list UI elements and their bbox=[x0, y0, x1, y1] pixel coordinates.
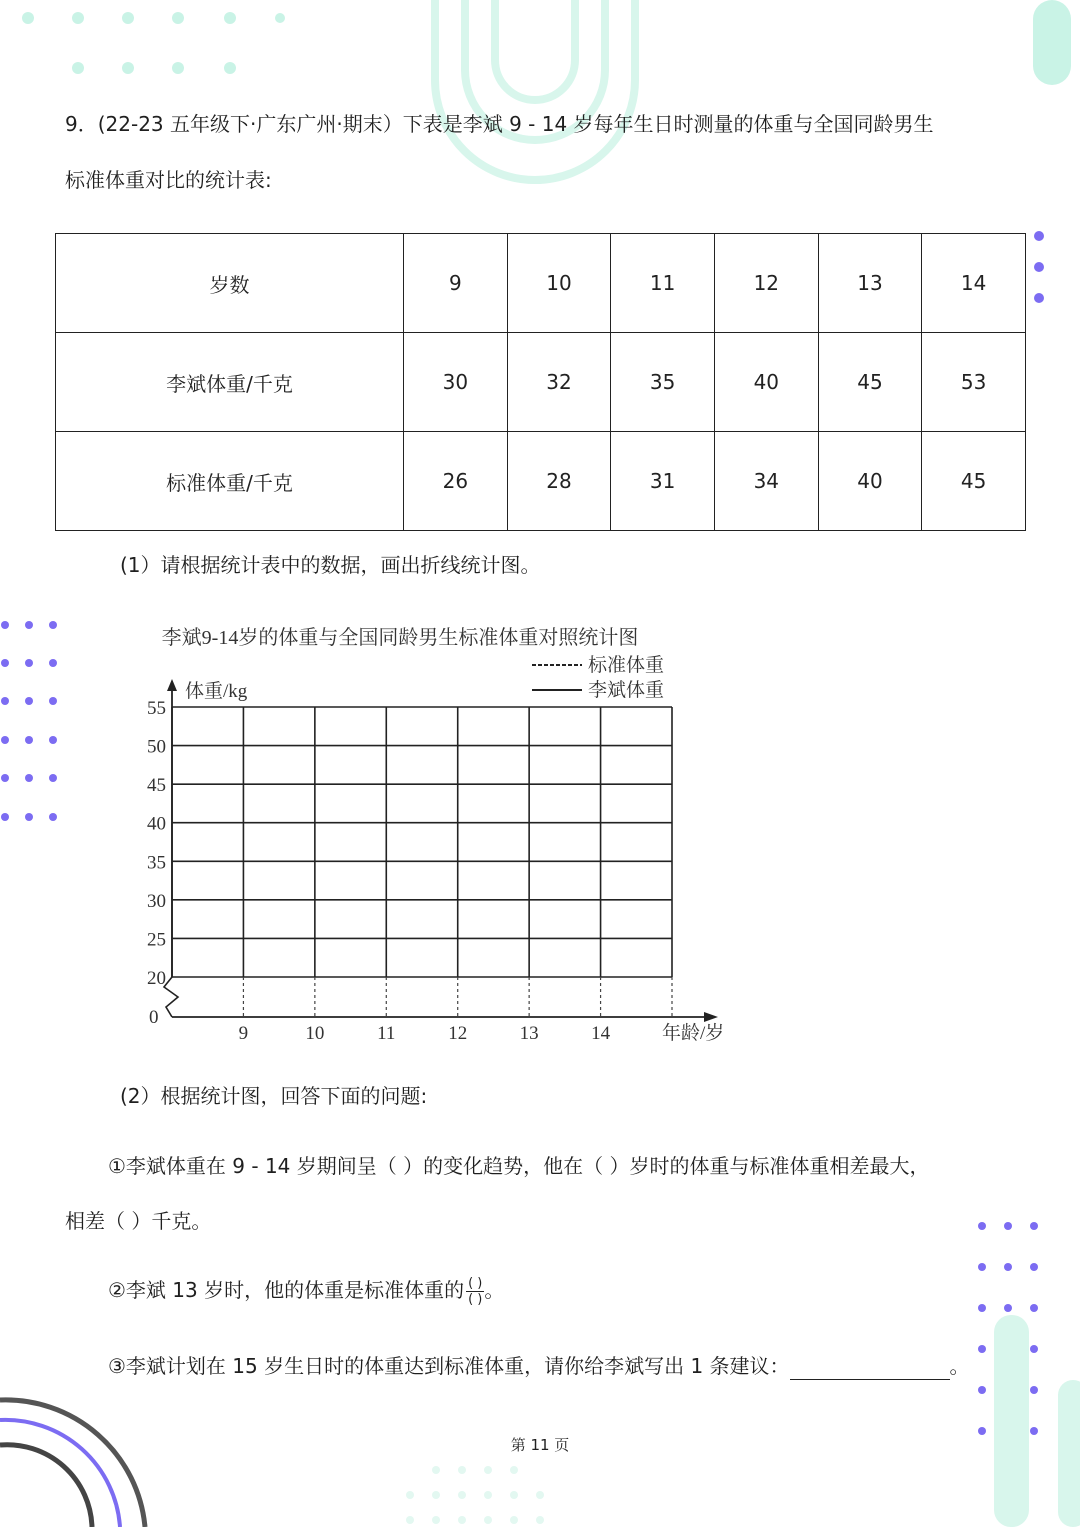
arc-decoration-bottom-left bbox=[0, 1400, 145, 1527]
x-tick-label: 12 bbox=[448, 1023, 468, 1044]
fraction-denominator: ( ) bbox=[468, 1292, 483, 1307]
table-header-cell: 12 bbox=[714, 234, 818, 333]
x-tick-label: 10 bbox=[305, 1023, 325, 1044]
table-header-cell: 14 bbox=[922, 234, 1026, 333]
y-tick-label: 20 bbox=[147, 968, 166, 989]
y-axis-arrow bbox=[167, 679, 177, 691]
table-header-cell: 10 bbox=[507, 234, 611, 333]
chart-tick-layer bbox=[147, 698, 611, 1044]
answer-blank-line[interactable] bbox=[790, 1359, 950, 1380]
y-axis-label: 体重/kg bbox=[185, 681, 248, 702]
table-header-cell: 岁数 bbox=[56, 234, 404, 333]
part-2-question-3 bbox=[108, 1352, 1068, 1380]
x-tick-label: 9 bbox=[238, 1023, 249, 1044]
part-2-question-2 bbox=[108, 1276, 1068, 1307]
part-2-question-1-line-2: 相差（ ）千克。 bbox=[65, 1209, 212, 1233]
y-tick-label: 35 bbox=[147, 852, 166, 874]
question-2-text: ②李斌 13 岁时，他的体重是标准体重的 bbox=[108, 1278, 465, 1302]
question-2-suffix: 。 bbox=[484, 1278, 505, 1302]
y-tick-label: 55 bbox=[147, 698, 166, 719]
mint-pill-top-right bbox=[1033, 0, 1071, 85]
table-header-cell: 9 bbox=[404, 234, 508, 333]
table-row-label: 标准体重/千克 bbox=[56, 432, 404, 531]
table-header-cell: 13 bbox=[818, 234, 922, 333]
mint-dot-grid-bottom bbox=[406, 1466, 544, 1524]
table-row-label: 李斌体重/千克 bbox=[56, 333, 404, 432]
question-stem-line-2: 标准体重对比的统计表: bbox=[65, 168, 272, 192]
table-row bbox=[56, 333, 1026, 432]
table-cell: 35 bbox=[611, 333, 715, 432]
y-tick-label: 30 bbox=[147, 890, 166, 912]
table-header-row bbox=[56, 234, 1026, 333]
table-cell: 28 bbox=[507, 432, 611, 531]
purple-dots-right bbox=[1034, 231, 1044, 303]
table-cell: 32 bbox=[507, 333, 611, 432]
table-header-cell: 11 bbox=[611, 234, 715, 333]
table-cell: 34 bbox=[714, 432, 818, 531]
y-axis-break bbox=[164, 977, 178, 1017]
y-tick-label: 45 bbox=[147, 775, 166, 797]
origin-label: 0 bbox=[149, 1007, 159, 1028]
table-cell: 40 bbox=[714, 333, 818, 432]
table-cell: 26 bbox=[404, 432, 508, 531]
purple-dot-grid-bottom-right bbox=[978, 1222, 1038, 1435]
question-3-suffix: 。 bbox=[949, 1354, 970, 1378]
part-1-instruction: (1）请根据统计表中的数据，画出折线统计图。 bbox=[120, 553, 541, 577]
table-cell: 30 bbox=[404, 333, 508, 432]
arch-decoration-top bbox=[435, 0, 635, 180]
table-cell: 45 bbox=[818, 333, 922, 432]
chart-axis-layer bbox=[164, 679, 718, 1022]
page-number: 第 11 页 bbox=[510, 1436, 570, 1454]
x-axis-label: 年龄/岁 bbox=[662, 1023, 725, 1044]
mint-dot-grid-top bbox=[22, 12, 285, 74]
purple-dot-grid-left bbox=[1, 621, 57, 821]
fraction-numerator: ( ) bbox=[468, 1276, 483, 1291]
line-chart-grid[interactable] bbox=[130, 615, 740, 1045]
question-stem-line-1: 9．(22-23 五年级下·广东广州·期末）下表是李斌 9 - 14 岁每年生日时测量的体重与全国同龄男生 bbox=[65, 112, 934, 136]
question-3-text: ③李斌计划在 15 岁生日时的体重达到标准体重，请你给李斌写出 1 条建议： bbox=[108, 1354, 790, 1378]
legend-label-libin: 李斌体重 bbox=[588, 680, 665, 701]
table-row bbox=[56, 432, 1026, 531]
x-tick-label: 11 bbox=[377, 1023, 396, 1044]
weight-comparison-table bbox=[55, 233, 1026, 531]
x-tick-label: 13 bbox=[519, 1023, 539, 1044]
y-tick-label: 40 bbox=[147, 813, 166, 835]
chart-grid-layer bbox=[172, 707, 672, 1017]
x-tick-label: 14 bbox=[591, 1023, 611, 1044]
chart-legend bbox=[532, 654, 664, 701]
chart-title: 李斌9-14岁的体重与全国同龄男生标准体重对照统计图 bbox=[161, 627, 639, 649]
y-tick-label: 50 bbox=[147, 736, 166, 758]
fraction-blank[interactable] bbox=[466, 1276, 484, 1307]
part-2-question-1-line-1: ①李斌体重在 9 - 14 岁期间呈（ ）的变化趋势，他在（ ）岁时的体重与标准体重相差最大， bbox=[108, 1154, 930, 1178]
legend-label-standard: 标准体重 bbox=[588, 655, 665, 676]
y-tick-label: 25 bbox=[147, 929, 166, 951]
table-cell: 31 bbox=[611, 432, 715, 531]
table-cell: 40 bbox=[818, 432, 922, 531]
part-2-intro: (2）根据统计图，回答下面的问题: bbox=[120, 1084, 428, 1108]
x-axis-arrow bbox=[704, 1012, 718, 1022]
mint-pill-bottom-right-1 bbox=[994, 1315, 1029, 1527]
table-cell: 45 bbox=[922, 432, 1026, 531]
table-cell: 53 bbox=[922, 333, 1026, 432]
